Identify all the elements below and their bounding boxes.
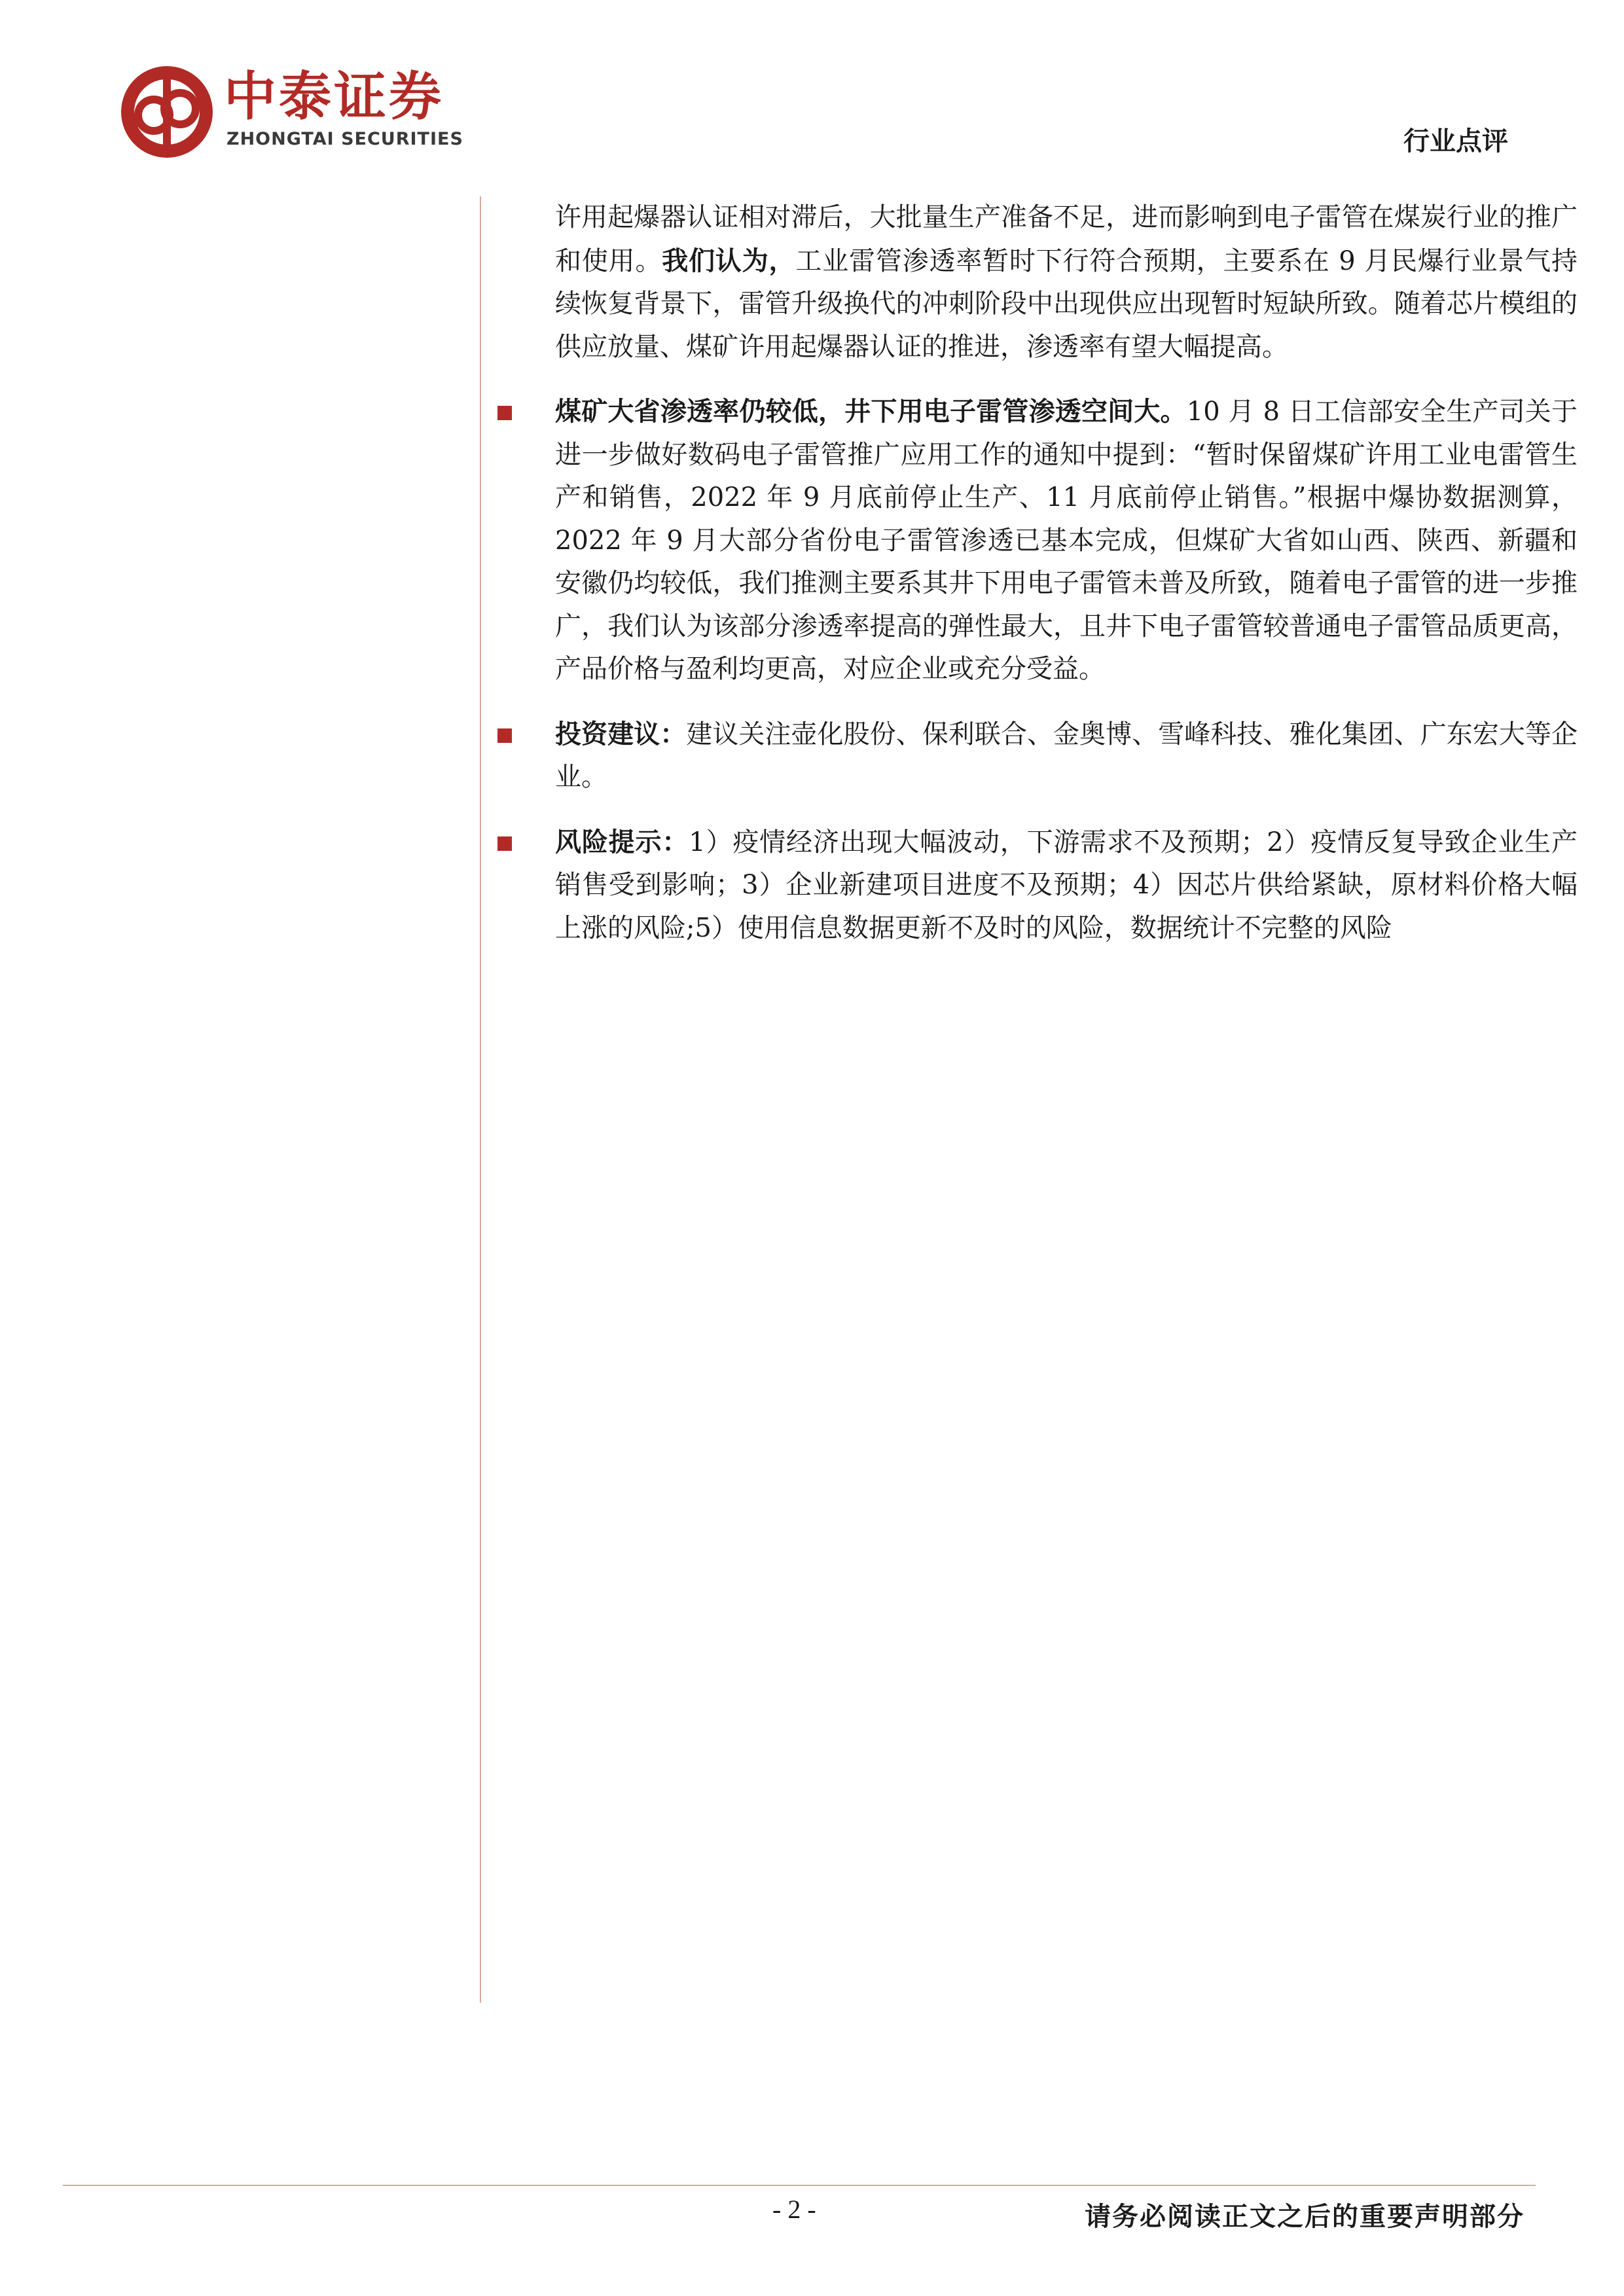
logo-chinese-name: 中泰证券 bbox=[224, 66, 444, 127]
bullet-heading: 投资建议： bbox=[555, 718, 687, 749]
paragraph-continuation bbox=[497, 196, 1578, 368]
zhongtai-logo-icon bbox=[118, 63, 216, 161]
bullet-heading: 风险提示： bbox=[555, 826, 689, 857]
paragraph-text: 工业雷管渗透率暂时下行符合预期，主要系在 9 月民爆行业景气持续恢复背景下，雷管升级换代的冲刺阶段中出现供应出现暂时短缺所致。随着芯片模组的供应放量、煤矿许用起爆器认证的推进，渗透率有望大幅提高。 bbox=[555, 245, 1578, 362]
bullet-text: 建议关注壶化股份、保利联合、金奥博、雪峰科技、雅化集团、广东宏大等企业。 bbox=[555, 719, 1578, 792]
logo-english-name: ZHONGTAI SECURITIES bbox=[226, 129, 463, 149]
report-body bbox=[497, 196, 1578, 950]
paragraph-text: 许用起爆器认证相对滞后，大批量生产准备不足，进而影响到电子雷管在煤炭行业的推广和使用。 bbox=[555, 202, 1578, 276]
paragraph-bold-lead: 我们认为， bbox=[662, 245, 796, 276]
bullet-investment-advice bbox=[497, 713, 1578, 799]
bullet-text: 1）疫情经济出现大幅波动，下游需求不及预期；2）疫情反复导致企业生产销售受到影响；3）企业新建项目进度不及预期；4）因芯片供给紧缺，原材料价格大幅上涨的风险;5）使用信息数据更新不及时的风险，数据统计不完整的风险 bbox=[555, 827, 1578, 943]
square-bullet-icon bbox=[497, 836, 512, 851]
page-number: - 2 - bbox=[772, 2195, 816, 2224]
bullet-text: 10 月 8 日工信部安全生产司关于进一步做好数码电子雷管推广应用工作的通知中提到：“暂时保留煤矿许用工业电雷管生产和销售，2022 年 9 月底前停止生产、11 月底前停止销售。”根据中爆协数据测算，2022 年 9 月大部分省份电子雷管渗透已基本完成，但煤矿大省如山西、陕西、新疆和安徽仍均较低，我们推测主要系其井下用电子雷管未普及所致，随着电子雷管的进一步推广，我们认为该部分渗透率提高的弹性最大，且井下电子雷管较普通电子雷管品质更高，产品价格与盈利均更高，对应企业或充分受益。 bbox=[555, 397, 1578, 684]
bullet-heading: 煤矿大省渗透率仍较低，井下用电子雷管渗透空间大。 bbox=[555, 396, 1187, 427]
company-logo bbox=[118, 63, 497, 161]
footer-disclaimer: 请务必阅读正文之后的重要声明部分 bbox=[1085, 2201, 1525, 2232]
report-type-label: 行业点评 bbox=[1403, 126, 1508, 156]
bullet-coal-penetration bbox=[497, 390, 1578, 691]
square-bullet-icon bbox=[497, 406, 512, 420]
left-divider bbox=[480, 196, 481, 2003]
bullet-risk-warning bbox=[497, 821, 1578, 950]
footer-divider bbox=[63, 2185, 1536, 2186]
square-bullet-icon bbox=[497, 728, 512, 743]
